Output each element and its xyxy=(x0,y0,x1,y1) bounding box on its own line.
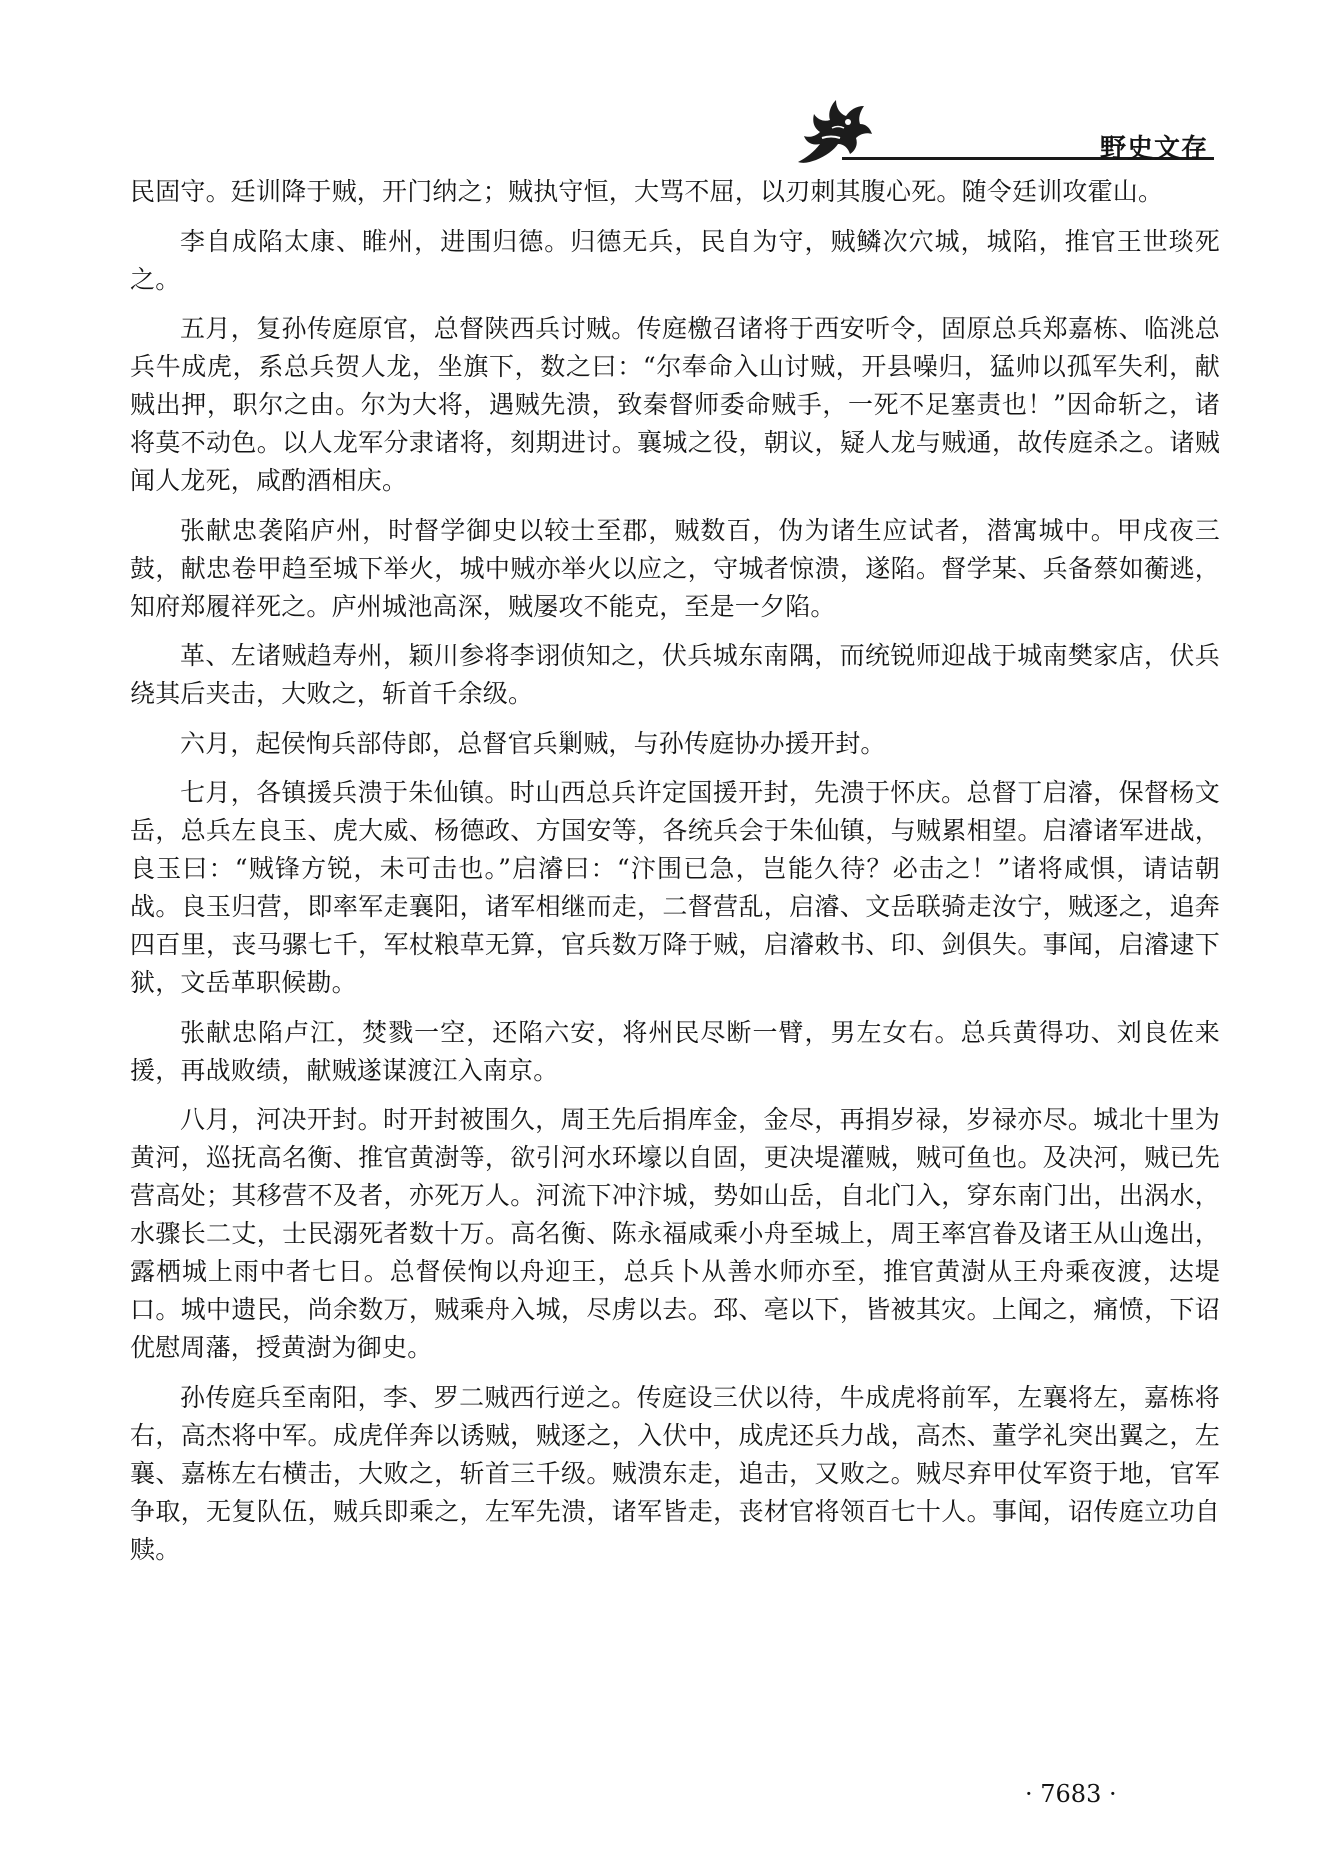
paragraph: 李自成陷太康、睢州，进围归德。归德无兵，民自为守，贼鳞次穴城，城陷，推官王世琰死之。 xyxy=(130,226,1220,294)
paragraph: 八月，河决开封。时开封被围久，周王先后捐库金，金尽，再捐岁禄，岁禄亦尽。城北十里为黄河，巡抚高名衡、推官黄澍等，欲引河水环壕以自固，更决堤灌贼，贼可鱼也。及决河，贼已先营高处；其移营不及者，亦死万人。河流下冲汴城，势如山岳，自北门入，穿东南门出，出涡水，水骤长二丈，士民溺死者数十万。高名衡、陈永福咸乘小舟至城上，周王率宫眷及诸王从山逸出，露栖城上雨中者七日。总督侯恂以舟迎王，总兵卜从善水师亦至，推官黄澍从王舟乘夜渡，达堤口。城中遗民，尚余数万，贼乘舟入城，尽虏以去。邳、亳以下，皆被其灾。上闻之，痛愤，下诏优慰周藩，授黄澍为御史。 xyxy=(130,1105,1220,1362)
body-text xyxy=(130,173,1220,1580)
paragraph: 张献忠袭陷庐州，时督学御史以较士至郡，贼数百，伪为诸生应试者，潜寓城中。甲戌夜三鼓，献忠卷甲趋至城下举火，城中贼亦举火以应之，守城者惊溃，遂陷。督学某、兵备蔡如蘅逃，知府郑履祥死之。庐州城池高深，贼屡攻不能克，至是一夕陷。 xyxy=(130,515,1220,621)
running-header xyxy=(0,0,1322,170)
page-number: · 7683 · xyxy=(1025,1780,1117,1808)
paragraph: 革、左诸贼趋寿州，颖川参将李诩侦知之，伏兵城东南隅，而统锐师迎战于城南樊家店，伏兵绕其后夹击，大败之，斩首千余级。 xyxy=(130,641,1220,708)
section-title: 野史文存 xyxy=(1100,134,1209,164)
paragraph: 张献忠陷卢江，焚戮一空，还陷六安，将州民尽断一臂，男左女右。总兵黄得功、刘良佐来援，再战败绩，献贼遂谋渡江入南京。 xyxy=(130,1017,1220,1085)
paragraph: 民固守。廷训降于贼，开门纳之；贼执守恒，大骂不屈，以刃刺其腹心死。随令廷训攻霍山。 xyxy=(130,177,1164,206)
paragraph: 五月，复孙传庭原官，总督陕西兵讨贼。传庭檄召诸将于西安听令，固原总兵郑嘉栋、临洮总兵牛成虎，系总兵贺人龙，坐旗下，数之曰：“尔奉命入山讨贼，开县噪归，猛帅以孤军失利，献贼出押，职尔之由。尔为大将，遇贼先溃，致秦督师委命贼手，一死不足塞责也！”因命斩之，诸将莫不动色。以人龙军分隶诸将，刻期进讨。襄城之役，朝议，疑人龙与贼通，故传庭杀之。诸贼闻人龙死，咸酌酒相庆。 xyxy=(130,314,1220,495)
paragraph: 七月，各镇援兵溃于朱仙镇。时山西总兵许定国援开封，先溃于怀庆。总督丁启濬，保督杨文岳，总兵左良玉、虎大威、杨德政、方国安等，各统兵会于朱仙镇，与贼累相望。启濬诸军进战，良玉曰：“贼锋方锐，未可击也。”启濬曰：“汴围已急，岂能久待？必击之！”诸将咸惧，请诘朝战。良玉归营，即率军走襄阳，诸军相继而走，二督营乱，启濬、文岳联骑走汝宁，贼逐之，追奔四百里，丧马骡七千，军杖粮草无算，官兵数万降于贼，启濬敕书、印、剑俱失。事闻，启濬逮下狱，文岳革职候勘。 xyxy=(130,778,1220,997)
paragraph: 孙传庭兵至南阳，李、罗二贼西行逆之。传庭设三伏以待，牛成虎将前军，左襄将左，嘉栋将右，高杰将中军。成虎佯奔以诱贼，贼逐之，入伏中，成虎还兵力战，高杰、董学礼突出翼之，左襄、嘉栋左右横击，大败之，斩首三千级。贼溃东走，追击，又败之。贼尽弃甲仗军资于地，官军争取，无复队伍，贼兵即乘之，左军先溃，诸军皆走，丧材官将领百七十人。事闻，诏传庭立功自赎。 xyxy=(130,1382,1220,1564)
paragraph: 六月，起侯恂兵部侍郎，总督官兵剿贼，与孙传庭协办援开封。 xyxy=(180,728,886,758)
